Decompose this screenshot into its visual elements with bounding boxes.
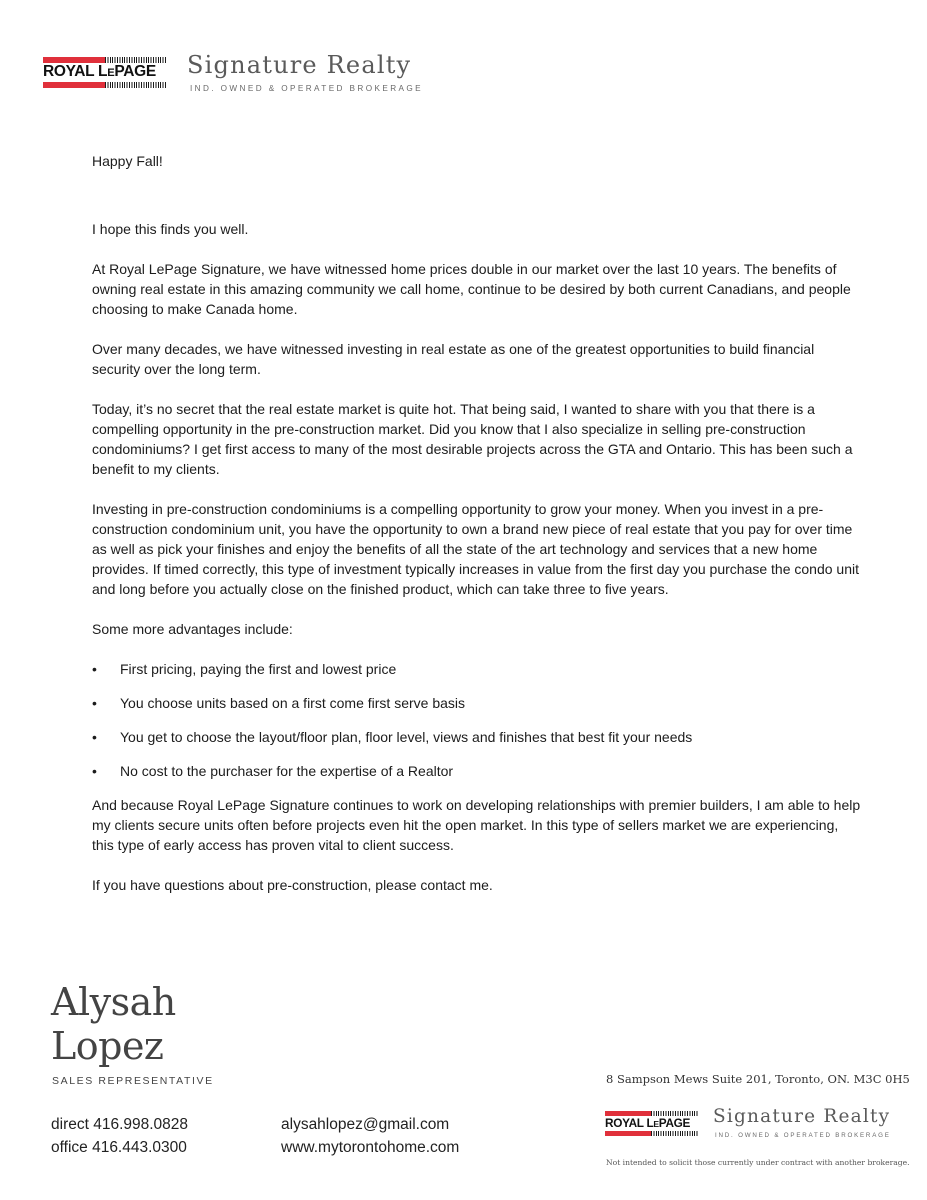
office-name: Signature Realty (187, 51, 412, 79)
direct-phone: direct 416.998.0828 (51, 1116, 189, 1133)
bullet-icon: • (92, 729, 97, 745)
disclaimer: Not intended to solicit those currently under contract with another brokerage. (606, 1158, 910, 1167)
agent-online (281, 1113, 459, 1159)
royal-lepage-logo (43, 57, 169, 88)
office-name: Signature Realty (713, 1106, 891, 1127)
bullet-icon: • (92, 763, 97, 779)
agent-name (51, 980, 176, 1068)
office-phone: office 416.443.0300 (51, 1139, 187, 1156)
paragraph: Over many decades, we have witnessed investing in real estate as one of the greatest opportunities to build financial security over the long term. (92, 341, 815, 377)
agent-email: alysahlopez@gmail.com (281, 1116, 450, 1133)
list-item: • No cost to the purchaser for the expertise of a Realtor (92, 763, 454, 779)
logo-barcode (105, 82, 167, 88)
paragraph: I hope this finds you well. (92, 221, 249, 237)
office-tagline: IND. OWNED & OPERATED BROKERAGE (190, 84, 424, 93)
royal-lepage-logo (605, 1111, 701, 1136)
logo-red-bar (605, 1131, 651, 1136)
agent-title: SALES REPRESENTATIVE (52, 1075, 214, 1087)
royal-lepage-wordmark: ROYAL LEPAGE (43, 63, 156, 80)
footer-logo (605, 1107, 891, 1139)
logo-barcode (651, 1131, 699, 1136)
advantages-list (92, 659, 862, 781)
paragraph: Investing in pre-construction condominiums is a compelling opportunity to grow your money. When you invest in a pre-construction condominium unit, you have the opportunity to own a brand new piece of real estate that you pay for over time as well as pick your finishes and enjoy the benefits of all the state of the art technology and services that a new home provides. If timed correctly, this type of investment typically increases in value from the first day you purchase the condo unit and long before you actually close on the finished product, which can take three to five years. (92, 501, 859, 597)
list-item: • You choose units based on a first come first serve basis (92, 695, 465, 711)
letter-body (92, 151, 862, 915)
royal-lepage-wordmark: ROYAL LEPAGE (605, 1115, 691, 1130)
bullet-icon: • (92, 695, 97, 711)
paragraph: And because Royal LePage Signature continues to work on developing relationships with premier builders, I am able to help my clients secure units often before projects even hit the open market. In this type of sellers market we are experiencing, this type of early access has proven vital to client success. (92, 797, 861, 853)
greeting: Happy Fall! (92, 153, 163, 169)
paragraph: If you have questions about pre-construction, please contact me. (92, 877, 493, 893)
logo-red-bar (43, 82, 105, 88)
agent-website: www.mytorontohome.com (281, 1139, 460, 1156)
agent-phones (51, 1113, 188, 1159)
agent-last-name: Lopez (51, 1024, 164, 1068)
list-item: • First pricing, paying the first and lowest price (92, 661, 397, 677)
paragraph: Today, it’s no secret that the real estate market is quite hot. That being said, I wanted to share with you that there is a compelling opportunity in the pre-construction market. Did you know that I also specialize in selling pre-construction condominiums? I get first access to many of the most desirable projects across the GTA and Ontario. This has been such a benefit to my clients. (92, 401, 853, 477)
header-logo (43, 52, 423, 93)
office-wordmark (187, 52, 423, 93)
paragraph: At Royal LePage Signature, we have witnessed home prices double in our market over the last 10 years. The benefits of owning real estate in this amazing community we call home, continue to be desired by both current Canadians, and people choosing to make Canada home. (92, 261, 851, 317)
paragraph: Some more advantages include: (92, 621, 293, 637)
list-item: • You get to choose the layout/floor plan, floor level, views and finishes that best fit your needs (92, 729, 693, 745)
agent-first-name: Alysah (51, 980, 176, 1024)
bullet-icon: • (92, 661, 97, 677)
office-wordmark (713, 1107, 891, 1139)
office-tagline: IND. OWNED & OPERATED BROKERAGE (715, 1132, 891, 1139)
office-address: 8 Sampson Mews Suite 201, Toronto, ON. M3C 0H5 (606, 1072, 910, 1086)
